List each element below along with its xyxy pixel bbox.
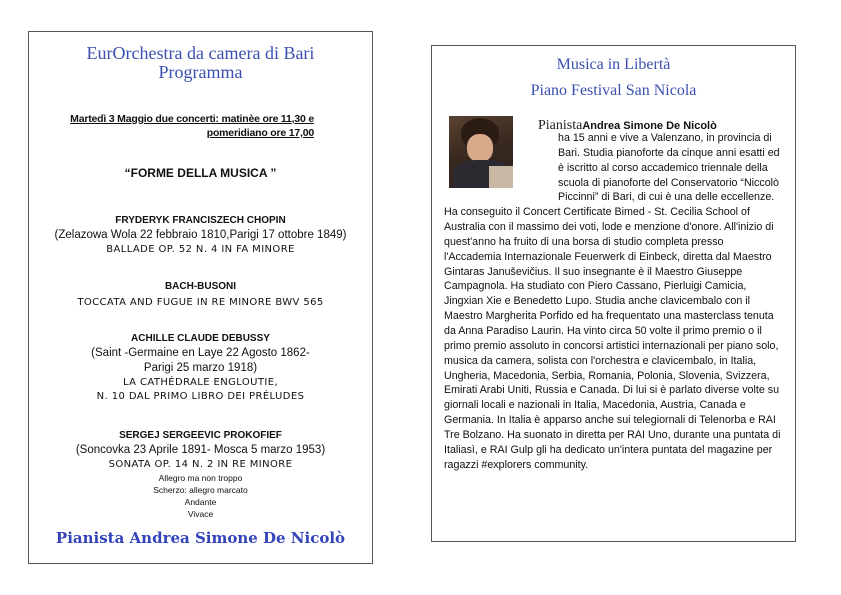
bio-body	[444, 131, 782, 472]
composer-name: FRYDERYK FRANCISZECH CHOPIN	[115, 215, 286, 226]
movement: Scherzo: allegro marcato	[153, 485, 248, 495]
bio-prefix: Pianista	[538, 118, 583, 133]
movement: Andante	[184, 497, 217, 507]
program-heading: Programma	[158, 62, 243, 82]
composer-name: BACH-BUSONI	[164, 281, 237, 292]
piece-chopin	[29, 214, 372, 257]
work-title: TOCCATA AND FUGUE IN RE MINORE BWV 565	[77, 297, 324, 308]
festival-title-line-1: Musica in Libertà	[556, 56, 671, 73]
composer-dates-line-2: Parigi 25 marzo 1918)	[143, 362, 258, 374]
performer-name: Pianista Andrea Simone De Nicolò	[55, 529, 346, 547]
composer-dates: (Soncovka 23 Aprile 1891- Mosca 5 marzo 1953)	[75, 444, 326, 456]
date-line-2: pomeridiano ore 17,00	[206, 127, 314, 139]
composer-name: ACHILLE CLAUDE DEBUSSY	[131, 333, 270, 344]
biography-panel	[431, 45, 796, 542]
bio-text: ha 15 anni e vive a Valenzano, in provincia di Bari. Studia pianoforte da cinque anni esatti ed è iscritto al corso accademico triennale della scuola di pianoforte del Conservatorio “Niccolò Piccinni” di Bari, di cui è una delle eccellenze. Ha conseguito il Concert Certificate Bimed - St. Cecilia School of Australia con il massimo dei voti, lode e menzione d'onore. All'inizio di quest'anno ha fruito di una borsa di studio completa presso l'Accademia Internazionale Feuerwerk di Einbeck, diretta dal Maestro Gintaras Januševičius. Il suo insegnante è il Maestro Giuseppe Campagnola. Ha studiato con Piero Cassano, Pierluigi Camicia, Jingxian Xie e Benedetto Lupo. Studia anche clavicembalo con il Maestro Margherita Porfido ed ha frequentato una masterclass tenuta da Anna Paradiso Laurin. Ha vinto circa 50 volte il primo premio o il primo premio assoluto in concorsi artistici internazionali per piano solo, musica da camera, solista con l'orchestra e clavicembalo, in Italia, Ungheria, Macedonia, Serbia, Romania, Polonia, Slovenia, Svizzera, Emirati Arabi Uniti, Russia e Canada. Di lui si è parlato diverse volte su giornali locali e nazionali in Italia, Macedonia, Austria, Canada e Germania. In Italia è apparso anche sui telegiornali di Telenorba e RAI Tre Bolzano. Ha suonato in diretta per RAI Uno, durante una puntata di Italiasì, e RAI Gulp gli ha dedicato un'intera puntata del magazine per ragazzi #explorers community.	[444, 132, 781, 471]
composer-dates-line-1: (Saint -Germaine en Laye 22 Agosto 1862-	[91, 347, 310, 359]
bio-name: Andrea Simone De Nicolò	[582, 120, 717, 132]
piece-bach-busoni	[29, 280, 372, 310]
date-line-1: Martedì 3 Maggio due concerti: matinèe ore 11,30 e	[70, 113, 314, 125]
work-title: SONATA OP. 14 N. 2 IN RE MINORE	[108, 459, 293, 470]
piece-prokofiev	[29, 429, 372, 520]
movement: Allegro ma non troppo	[158, 473, 243, 483]
orchestra-name: EurOrchestra da camera di Bari	[86, 43, 315, 63]
festival-title	[432, 52, 795, 104]
movement: Vivace	[187, 509, 214, 519]
work-title-line-2: N. 10 DAL PRIMO LIBRO DEI PRÉLUDES	[96, 391, 305, 402]
program-subtitle: “FORME DELLA MUSICA ”	[124, 166, 277, 180]
festival-title-line-2: Piano Festival San Nicola	[530, 82, 697, 99]
composer-name: SERGEJ SERGEEVIC PROKOFIEF	[119, 430, 282, 441]
work-title-line-1: LA CATHÉDRALE ENGLOUTIE,	[122, 377, 279, 388]
composer-dates: (Zelazowa Wola 22 febbraio 1810,Parigi 17 ottobre 1849)	[54, 229, 347, 241]
program-title	[29, 44, 372, 82]
work-title: BALLADE OP. 52 N. 4 IN FA MINORE	[106, 244, 295, 255]
piece-debussy	[29, 332, 372, 404]
program-panel	[28, 31, 373, 564]
concert-date	[54, 112, 314, 140]
